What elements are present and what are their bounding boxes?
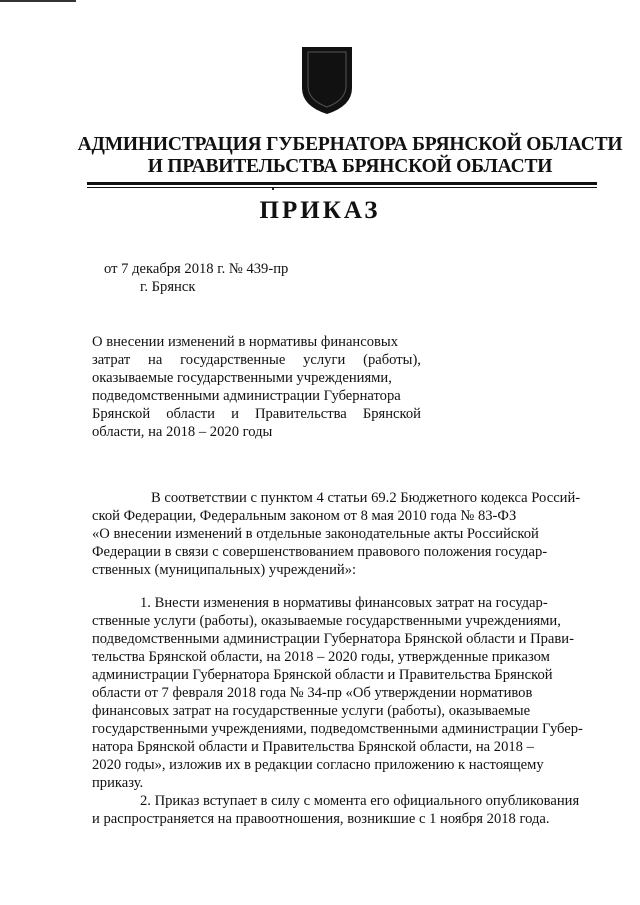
scan-edge-line (0, 0, 76, 2)
coat-of-arms-icon (299, 44, 355, 116)
organization-line-1: АДМИНИСТРАЦИЯ ГУБЕРНАТОРА БРЯНСКОЙ ОБЛАСТИ (77, 134, 623, 155)
preamble-line: В соответствии с пунктом 4 статьи 69.2 Бюджетного кодекса Россий- (151, 490, 581, 506)
subject-line: оказываемые государственными учреждениями, (92, 370, 392, 386)
subject-line: области, на 2018 – 2020 годы (92, 424, 273, 440)
organization-line-2: И ПРАВИТЕЛЬСТВА БРЯНСКОЙ ОБЛАСТИ (147, 156, 553, 177)
subject-line (92, 405, 421, 423)
item2-line: 2. Приказ вступает в силу с момента его официального опубликования (140, 793, 580, 809)
header-rule-thick (87, 182, 597, 185)
item1-line: тельства Брянской области, на 2018 – 2020 годы, утвержденные приказом (92, 649, 550, 665)
document-title: ПРИКАЗ (259, 197, 381, 224)
item1-line: подведомственными администрации Губернатора Брянской области и Прави- (92, 631, 574, 647)
subject-word: Правительства (254, 406, 347, 422)
item1-line: 2020 годы», изложив их в редакции согласно приложению к настоящему (92, 757, 544, 773)
date-line: от 7 декабря 2018 г. № 439-пр (104, 261, 289, 277)
subject-word: затрат (92, 352, 131, 368)
preamble-line: ственных (муниципальных) учреждений»: (92, 562, 357, 578)
subject-line: подведомственными администрации Губернатора (92, 388, 401, 404)
header-rule-thin (87, 187, 597, 188)
subject-word: Брянской (92, 406, 151, 422)
item1-line: натора Брянской области и Правительства Брянской области, на 2018 – (92, 739, 534, 755)
subject-word: услуги (303, 352, 346, 368)
subject-word: области (166, 406, 215, 422)
item1-line: приказу. (92, 775, 144, 791)
subject-line (92, 351, 421, 369)
preamble-line: Федерации в связи с совершенствованием правового положения государ- (92, 544, 548, 560)
item1-line: области от 7 февраля 2018 года № 34-пр «Об утверждении нормативов (92, 685, 533, 701)
item2-line: и распространяется на правоотношения, возникшие с 1 ноября 2018 года. (92, 811, 550, 827)
subject-line: О внесении изменений в нормативы финансовых (92, 334, 399, 350)
subject-word: государственные (180, 352, 286, 368)
preamble-line: «О внесении изменений в отдельные законодательные акты Российской (92, 526, 539, 542)
item1-line: ственные услуги (работы), оказываемые государственными учреждениями, (92, 613, 561, 629)
subject-word: Брянской (362, 406, 421, 422)
item1-line: государственными учреждениями, подведомственными администрации Губер- (92, 721, 583, 737)
subject-word: на (148, 352, 163, 368)
subject-word: (работы), (363, 352, 421, 368)
item1-line: финансовых затрат на государственные услуги (работы), оказываемые (92, 703, 531, 719)
preamble-line: ской Федерации, Федеральным законом от 8 мая 2010 года № 83-ФЗ (92, 508, 517, 524)
scan-dot (272, 188, 274, 190)
subject-word: и (231, 406, 239, 422)
city-line: г. Брянск (140, 279, 196, 295)
item1-line: 1. Внести изменения в нормативы финансовых затрат на государ- (140, 595, 548, 611)
item1-line: администрации Губернатора Брянской области и Правительства Брянской (92, 667, 553, 683)
